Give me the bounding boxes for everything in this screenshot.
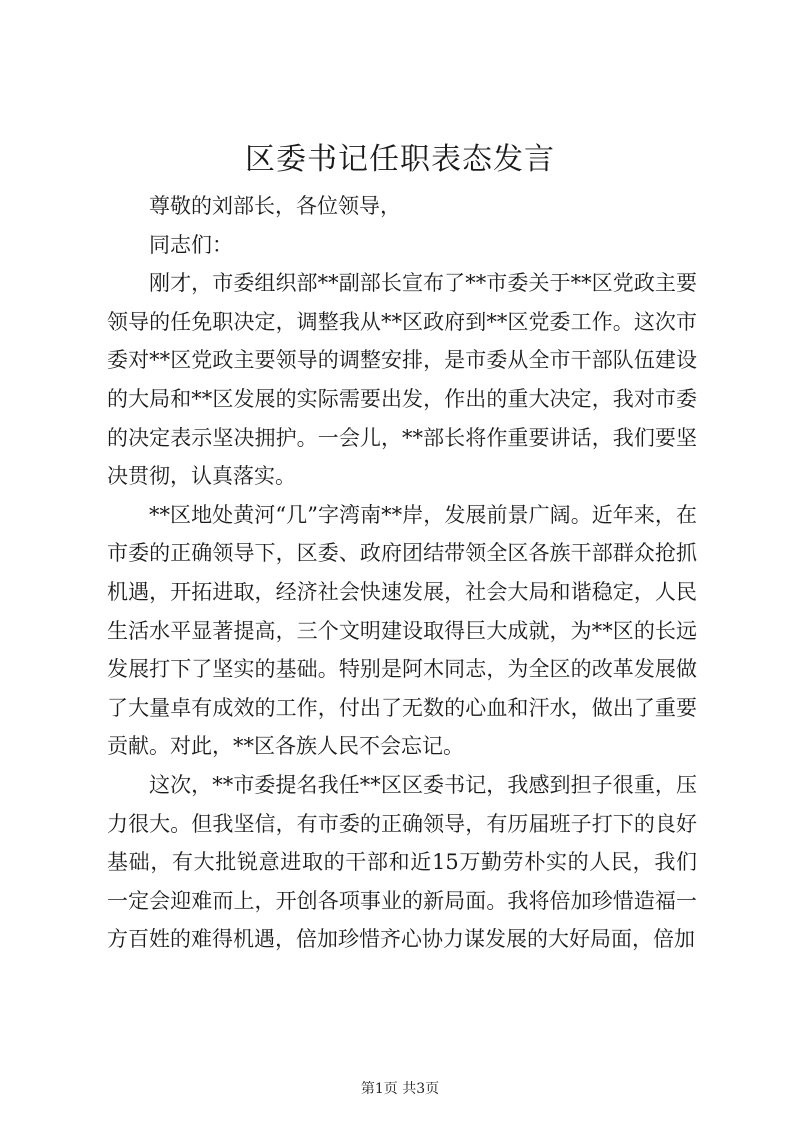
page-number-footer: 第1页 共3页 xyxy=(360,1081,440,1097)
salutation-comrades: 同志们： xyxy=(149,232,233,257)
body-paragraph: **区地处黄河“几”字湾南**岸，发展前景广阔。近年来，在市委的正确领导下，区委、政府团结带领全区各族干部群众抢抓机遇，开拓进取，经济社会快速发展，社会大局和谐稳定，人民生活水平显著提高，三个文明建设取得巨大成就，为**区的长远发展打下了坚实的基础。特别是阿木同志，为全区的改革发展做了大量卓有成效的工作，付出了无数的心血和汗水，做出了重要贡献。对此，**区各族人民不会忘记。 xyxy=(107,502,697,759)
salutation-leaders: 尊敬的刘部长，各位领导， xyxy=(149,194,401,218)
document-body xyxy=(107,187,697,959)
body-paragraph: 刚才，市委组织部**副部长宣布了**市委关于**区党政主要领导的任免职决定，调整我从**区政府到**区党委工作。这次市委对**区党政主要领导的调整安排，是市委从全市干部队伍建设的大局和**区发展的实际需要出发，作出的重大决定，我对市委的决定表示坚决拥护。一会儿，**部长将作重要讲话，我们要坚决贯彻，认真落实。 xyxy=(107,271,697,489)
document-title: 区委书记任职表态发言 xyxy=(245,142,555,177)
body-paragraph: 这次，**市委提名我任**区区委书记，我感到担子很重，压力很大。但我坚信，有市委的正确领导，有历届班子打下的良好基础，有大批锐意进取的干部和近15万勤劳朴实的人民，我们一定会迎难而上，开创各项事业的新局面。我将倍加珍惜造福一方百姓的难得机遇，倍加珍惜齐心协力谋发展的大好局面，倍加 xyxy=(107,772,697,952)
